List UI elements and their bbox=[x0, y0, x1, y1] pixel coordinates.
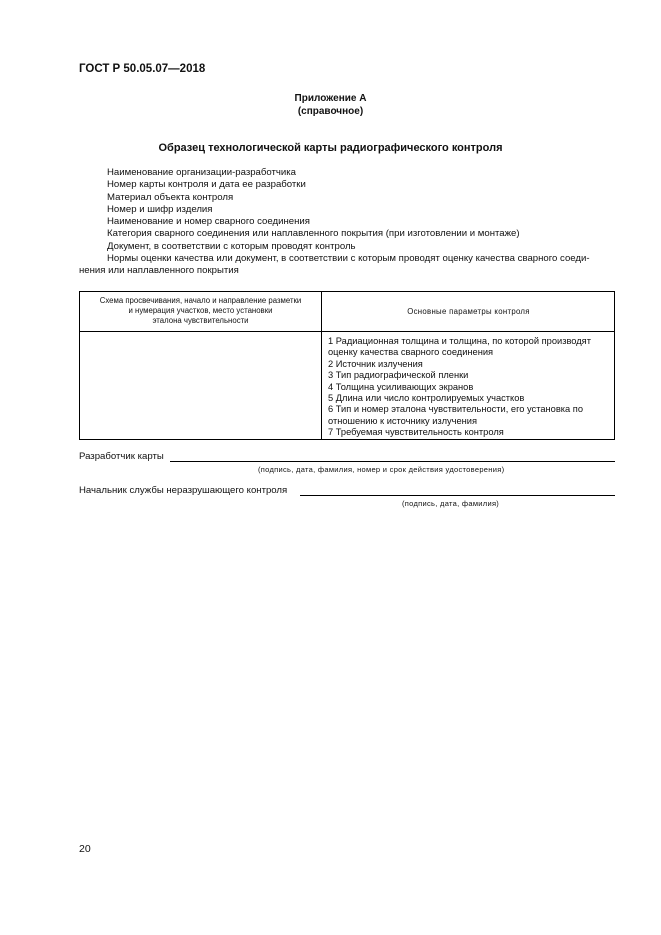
table-header-scheme: Схема просвечивания, начало и направление разметки и нумерация участков, место установки эталона чувствительности bbox=[99, 296, 302, 325]
field-line: Наименование организации-разработчика bbox=[107, 167, 297, 178]
control-parameters-table bbox=[79, 291, 615, 440]
annex-subtitle: (справочное) bbox=[297, 106, 364, 117]
table-header-divider bbox=[80, 331, 614, 332]
field-line: Документ, в соответствии с которым проводят контроль bbox=[107, 240, 356, 252]
parameter-line: 3 Тип радиографической пленки bbox=[328, 370, 469, 381]
parameter-line: оценку качества сварного соединения bbox=[328, 347, 494, 358]
field-line: Номер и шифр изделия bbox=[107, 203, 213, 215]
parameter-line: 4 Толщина усиливающих экранов bbox=[328, 381, 474, 392]
annex-title: Приложение А bbox=[294, 93, 367, 104]
parameter-line: отношению к источнику излучения bbox=[328, 415, 478, 426]
chief-signature-line[interactable] bbox=[300, 495, 615, 496]
field-line-continuation: нения или наплавленного покрытия bbox=[79, 265, 239, 276]
developer-signature-line[interactable] bbox=[170, 461, 615, 462]
field-line: Нормы оценки качества или документ, в соответствии с которым проводят оценку качества сварного соеди- bbox=[107, 253, 590, 265]
document-title: Образец технологической карты радиографического контроля bbox=[158, 142, 503, 154]
field-line: Наименование и номер сварного соединения bbox=[107, 216, 310, 228]
parameter-line: 2 Источник излучения bbox=[328, 358, 423, 369]
table-header-parameters: Основные параметры контроля bbox=[407, 307, 530, 316]
field-line: Номер карты контроля и дата ее разработки bbox=[107, 179, 306, 191]
parameters-list bbox=[328, 336, 612, 439]
parameter-line: 6 Тип и номер эталона чувствительности, его установка по bbox=[328, 404, 584, 415]
developer-label: Разработчик карты bbox=[79, 451, 164, 462]
page-number: 20 bbox=[79, 843, 91, 855]
field-line: Категория сварного соединения или наплавленного покрытия (при изготовлении и монтаже) bbox=[107, 228, 520, 240]
chief-label: Начальник службы неразрушающего контроля bbox=[79, 485, 288, 496]
field-list bbox=[107, 167, 590, 265]
developer-caption: (подпись, дата, фамилия, номер и срок действия удостоверения) bbox=[258, 465, 505, 474]
parameter-line: 7 Требуемая чувствительность контроля bbox=[328, 427, 504, 438]
field-line: Материал объекта контроля bbox=[107, 191, 234, 203]
standard-header: ГОСТ Р 50.05.07—2018 bbox=[79, 63, 206, 75]
parameter-line: 1 Радиационная толщина и толщина, по которой производят bbox=[328, 336, 591, 346]
parameter-line: 5 Длина или число контролируемых участков bbox=[328, 393, 525, 404]
chief-caption: (подпись, дата, фамилия) bbox=[402, 499, 500, 508]
